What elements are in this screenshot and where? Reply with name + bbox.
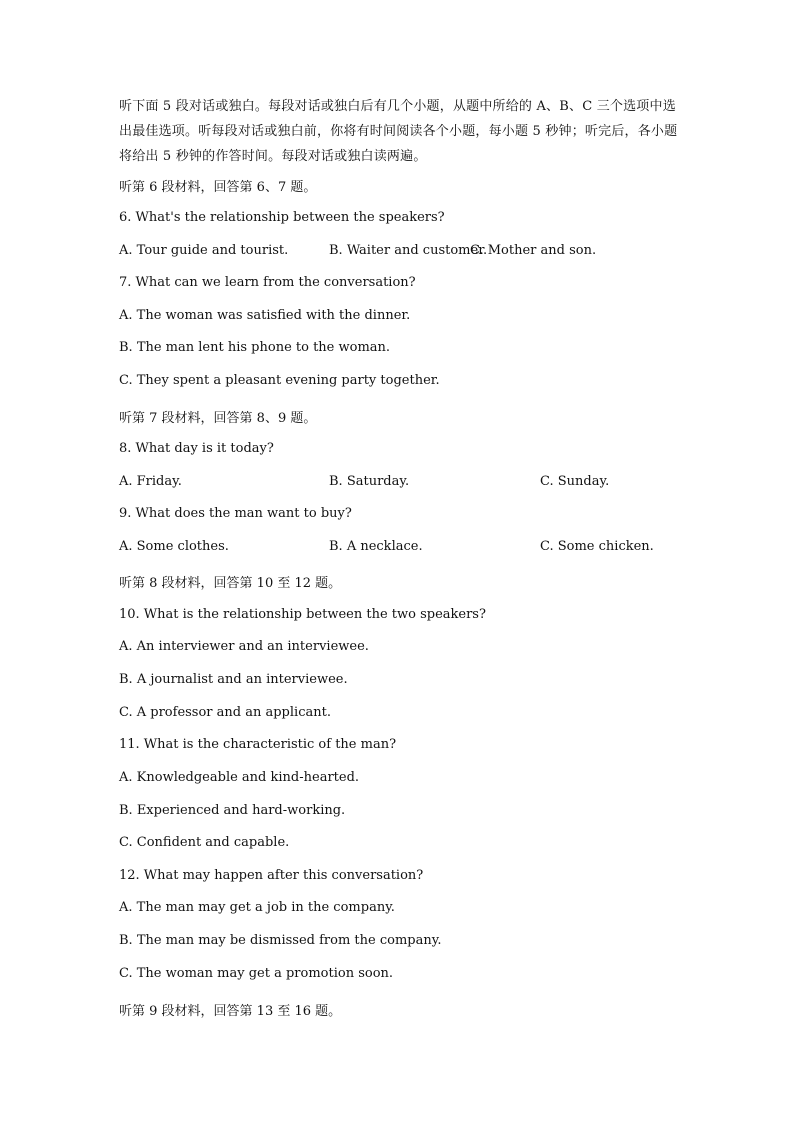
question-6-stem: 6. What's the relationship between the speakers? <box>119 210 445 225</box>
question-11-option-b: B. Experienced and hard-working. <box>119 803 346 818</box>
question-9-option-b: B. A necklace. <box>329 539 423 554</box>
question-7-stem: 7. What can we learn from the conversation? <box>119 275 416 290</box>
question-12-option-a: A. The man may get a job in the company. <box>119 900 395 915</box>
question-11-stem: 11. What is the characteristic of the man? <box>119 737 397 752</box>
question-6-option-c: C. Mother and son. <box>470 243 597 258</box>
question-9-option-c: C. Some chicken. <box>540 539 654 554</box>
question-10-stem: 10. What is the relationship between the two speakers? <box>119 607 486 622</box>
question-9-stem: 9. What does the man want to buy? <box>119 506 352 521</box>
question-8-stem: 8. What day is it today? <box>119 441 274 456</box>
section-instructions: 听下面 5 段对话或独白。每段对话或独白后有几个小题，从题中所给的 A、B、C 三个选项中选出最佳选项。听每段对话或独白前，你将有时间阅读各个小题，每小题 5 秒钟；听完后，各小题将给出 5 秒钟的作答时间。每段对话或独白读两遍。 <box>119 99 678 164</box>
section-9-heading: 听第 9 段材料，回答第 13 至 16 题。 <box>119 1004 342 1019</box>
question-12-stem: 12. What may happen after this conversation? <box>119 868 424 883</box>
question-6-option-a: A. Tour guide and tourist. <box>119 243 289 258</box>
question-7-option-b: B. The man lent his phone to the woman. <box>119 340 391 355</box>
question-8-option-a: A. Friday. <box>119 474 182 489</box>
question-7-option-c: C. They spent a pleasant evening party together. <box>119 373 440 388</box>
question-7-option-a: A. The woman was satisfied with the dinner. <box>119 308 411 323</box>
question-11-option-c: C. Confident and capable. <box>119 835 290 850</box>
question-9-option-a: A. Some clothes. <box>119 539 229 554</box>
question-12-option-c: C. The woman may get a promotion soon. <box>119 966 394 981</box>
question-10-option-b: B. A journalist and an interviewee. <box>119 672 348 687</box>
section-7-heading: 听第 7 段材料，回答第 8、9 题。 <box>119 411 317 426</box>
section-8-heading: 听第 8 段材料，回答第 10 至 12 题。 <box>119 576 342 591</box>
question-10-option-c: C. A professor and an applicant. <box>119 705 331 720</box>
question-6-option-b: B. Waiter and customer. <box>329 243 488 258</box>
question-11-option-a: A. Knowledgeable and kind-hearted. <box>119 770 360 785</box>
question-8-option-b: B. Saturday. <box>329 474 410 489</box>
section-6-heading: 听第 6 段材料，回答第 6、7 题。 <box>119 180 317 195</box>
question-8-option-c: C. Sunday. <box>540 474 610 489</box>
question-10-option-a: A. An interviewer and an interviewee. <box>119 639 369 654</box>
question-12-option-b: B. The man may be dismissed from the company. <box>119 933 442 948</box>
